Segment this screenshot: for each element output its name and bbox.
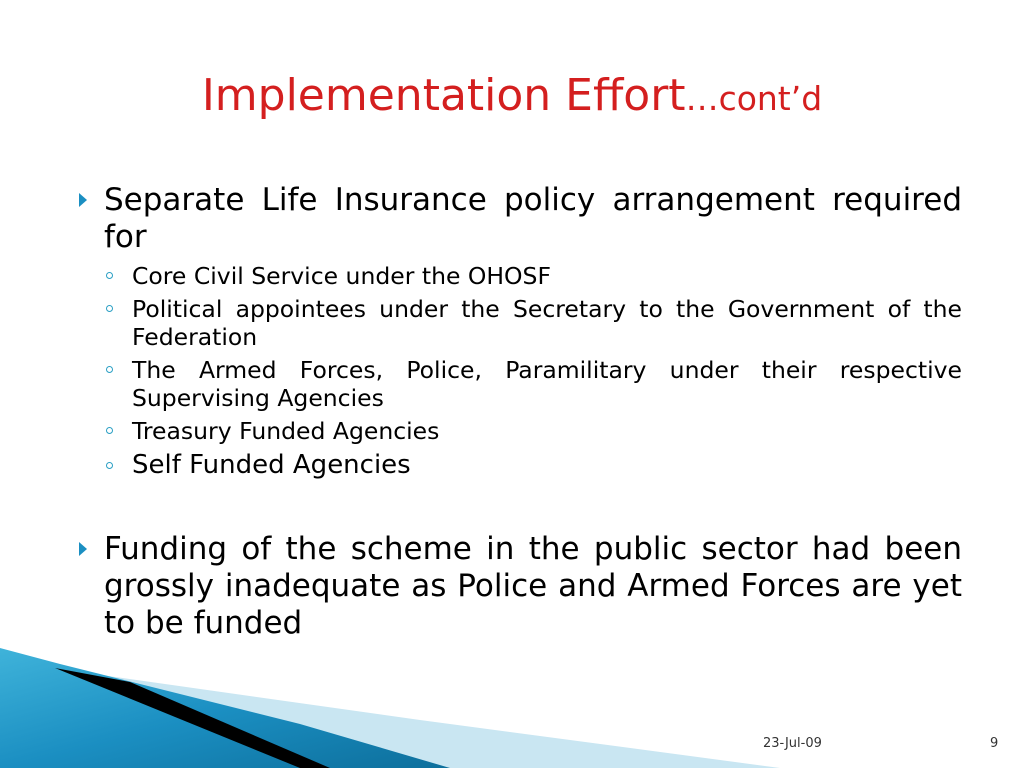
bullet-text: Separate Life Insurance policy arrangement required for [104, 182, 962, 255]
title-suffix: …cont’d [685, 79, 823, 118]
footer-date: 23-Jul-09 [763, 736, 822, 751]
sub-bullet-text: Political appointees under the Secretary to the Government of the Federation [132, 295, 962, 351]
sub-bullet-text: Self Funded Agencies [132, 450, 411, 480]
page-number: 9 [990, 736, 999, 751]
title-main: Implementation Effort [201, 70, 686, 121]
sub-bullet-text: Core Civil Service under the OHOSF [132, 262, 551, 290]
blue-swoosh [0, 648, 450, 768]
sub-bullet-text: The Armed Forces, Police, Paramilitary under their respective Supervising Agencies [132, 356, 962, 412]
bullet-text: Funding of the scheme in the public sector had been grossly inadequate as Police and Armed Forces are yet to be funded [104, 531, 962, 641]
sub-bullet-text: Treasury Funded Agencies [132, 417, 440, 445]
